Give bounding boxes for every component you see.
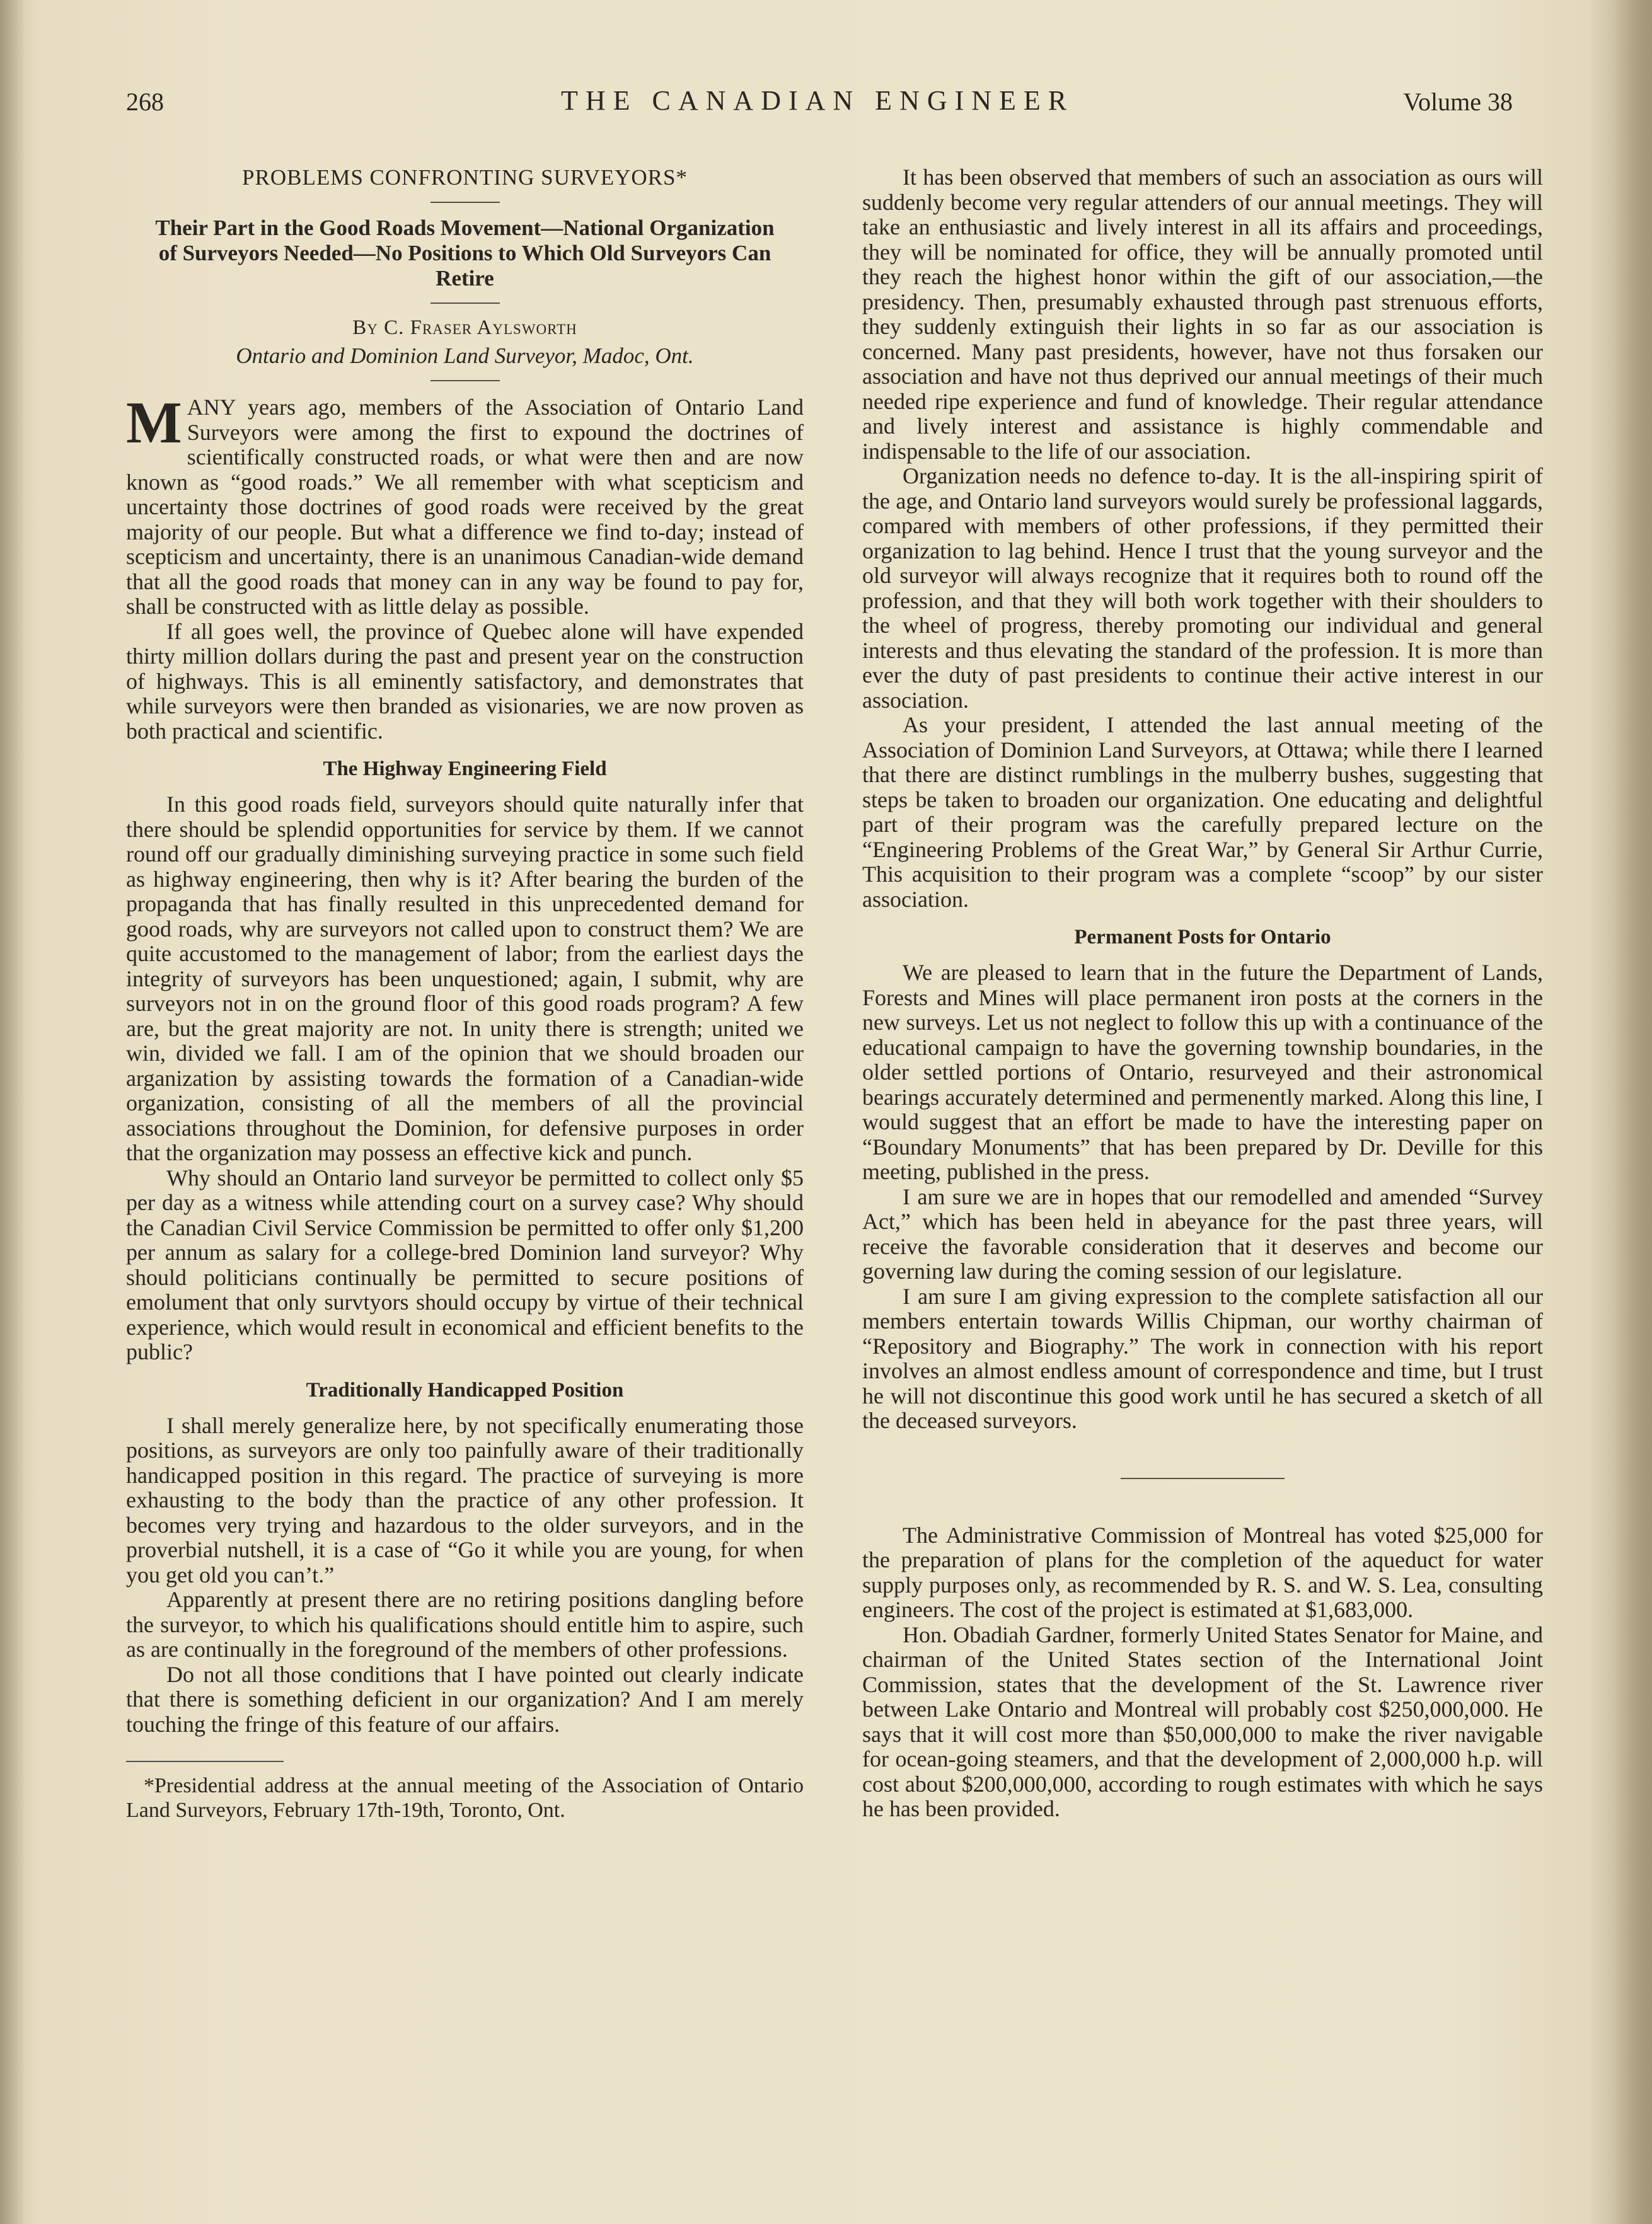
paragraph-generalize: I shall merely generalize here, by not specifically enumerating those positions, as surveyors are only too painfully aware of their traditionally handicapped position in this regard. The practice of surveying is more exhausting to the body than the practice of any other profession. It becomes very trying and hazardous to the older surveyors, and in the proverbial nutshell, it is a case of “Go it while you are young, for when you get old you can’t.” xyxy=(126,1412,804,1587)
footnote: *Presidential address at the annual meeting of the Association of Ontario Land Surveyors, February 17th-19th, Toronto, Ont. xyxy=(126,1774,804,1822)
news-montreal: The Administrative Commission of Montreal has voted $25,000 for the preparation of plans for the completion of the aqueduct for water supply purposes only, as recommended by R. S. and W. S. Lea, consulting engineers. The cost of the project is estimated at $1,683,000. xyxy=(862,1522,1543,1622)
paragraph-organization: Organization needs no defence to-day. It is the all-inspiring spirit of the age, and Ontario land surveyors would surely be professional laggards, compared with members of other professions, if they permitted their organization to lag behind. Hence I trust that the young surveyor and the old surveyor will always recognize that it requires both to round off the profession, and that they will both work together with their shoulders to the wheel of progress, thereby promoting our individual and general interests and thus elevating the standard of the profession. It is more than ever the duty of past presidents to continue their active interest in our association. xyxy=(862,463,1543,713)
page-edge-shadow xyxy=(1614,0,1652,2224)
paragraph-retiring: Apparently at present there are no retiring positions dangling before the surveyor, to which his qualifications should entitle him to aspire, such as are continually in the foreground of the members of other professions. xyxy=(126,1587,804,1662)
paragraph-conditions: Do not all those conditions that I have pointed out clearly indicate that there is something deficient in our organization? And I am merely touching the fringe of this feature of our affairs. xyxy=(126,1661,804,1737)
article-subtitle: Their Part in the Good Roads Movement—National Organization of Surveyors Needed—No Positions to Which Old Surveyors Can Retire xyxy=(155,216,775,291)
article-title: PROBLEMS CONFRONTING SURVEYORS* xyxy=(242,165,688,190)
right-column xyxy=(862,165,1543,1822)
drop-cap: M xyxy=(126,390,182,456)
title-rule xyxy=(430,202,500,203)
running-header xyxy=(126,87,1513,125)
intro-paragraph xyxy=(126,390,804,619)
paragraph-posts: We are pleased to learn that in the future the Department of Lands, Forests and Mines will place permanent iron posts at the corners in the new surveys. Let us not neglect to follow this up with a continuance of the educational campaign to have the governing township boundaries, in the older settled portions of Ontario, resurveyed and their astronomical bearings accurately determined and permenently marked. Along this line, I would suggest that an effort be made to have the interesting paper on “Boundary Monuments” that has been prepared by Dr. Deville for this meeting, published in the press. xyxy=(862,960,1543,1184)
subtitle-rule xyxy=(430,302,500,304)
intro-text: ANY years ago, members of the Association of Ontario Land Surveyors were among the first to expound the doctrines of scientifically constructed roads, or what were then and are now known as “good roads.” We all remember with what scepticism and uncertainty those doctrines of good roads were received by the great majority of our people. But what a difference we find to-day; instead of scepticism and uncertainty, there is an unanimous Canadian-wide demand that all the good roads that money can in any way be found to pay for, shall be constructed with as little delay as possible. xyxy=(126,395,804,619)
news-separator-rule xyxy=(1121,1478,1285,1479)
section-heading-posts: Permanent Posts for Ontario xyxy=(1074,926,1331,948)
paragraph-survey-act: I am sure we are in hopes that our remodelled and amended “Survey Act,” which has been held in abeyance for the past three years, will receive the favorable consideration that it deserves and become our governing law during the coming session of our legislature. xyxy=(862,1184,1543,1284)
paragraph-quebec: If all goes well, the province of Quebec alone will have expended thirty million dollars during the past and present year on the construction of highways. This is all eminently satisfactory, and demonstrates that while surveyors were then branded as visionaries, we are now proven as both practical and scientific. xyxy=(126,618,804,744)
section-heading-handicapped: Traditionally Handicapped Position xyxy=(306,1378,624,1402)
paragraph-highway: In this good roads field, surveyors should quite naturally infer that there should be splendid opportunities for service by them. If we cannot round off our gradually diminishing surveying practice in some such field as highway engineering, then why is it? After bearing the burden of the propaganda that has finally resulted in this unprecedented demand for good roads, why are surveyors not called upon to construct them? We are quite accustomed to the management of labor; from the earliest days the integrity of surveyors has been unquestioned; again, I submit, why are surveyors not in on the ground floor of this good roads program? A few are, but the great majority are not. In unity there is strength; united we win, divided we fall. I am of the opinion that we should broaden our arganization by assisting towards the formation of a Canadian-wide organization, consisting of all the members of all the provincial associations throughout the Dominion, for defensive purposes in order that the organization may possess an effective kick and punch. xyxy=(126,792,804,1165)
byline-rule xyxy=(430,380,500,381)
journal-title: THE CANADIAN ENGINEER xyxy=(561,85,1075,116)
left-column xyxy=(126,165,804,1823)
paragraph-observed: It has been observed that members of such an association as ours will suddenly become very regular attenders of our annual meetings. They will take an enthusiastic and lively interest in all its affairs and proceedings, they will be nominated for office, they will be annually promoted until they reach the highest honor within the gift of our association,—the presidency. Then, presumably exhausted through past strenuous efforts, they suddenly extinguish their lights in so far as our association is concerned. Many past presidents, however, have not thus forsaken our association and have not thus deprived our annual meetings of their much needed ripe experience and fund of knowledge. Their regular attendance and lively interest and assistance is highly commendable and indispensable to the life of our association. xyxy=(862,164,1543,464)
section-heading-highway: The Highway Engineering Field xyxy=(323,758,607,780)
paragraph-chipman: I am sure I am giving expression to the complete satisfaction all our members entertain towards Willis Chipman, our worthy chairman of “Repository and Biography.” The work in connection with his report involves an almost endless amount of correspondence and time, but I trust he will not discontinue this good work until he has secured a sketch of all the deceased surveyors. xyxy=(862,1283,1543,1433)
news-gardner: Hon. Obadiah Gardner, formerly United States Senator for Maine, and chairman of the United States section of the International Joint Commission, states that the development of the St. Lawrence river between Lake Ontario and Montreal will probably cost $250,000,000. He says that it will cost more than $50,000,000 to make the river navigable for ocean-going steamers, and that the development of 2,000,000 h.p. will cost about $200,000,000, according to rough estimates with which he says he has been provided. xyxy=(862,1622,1543,1821)
paragraph-president: As your president, I attended the last annual meeting of the Association of Dominion Land Surveyors, at Ottawa; while there I learned that there are distinct rumblings in the mulberry bushes, suggesting that steps be taken to broaden our organization. One educating and delightful part of their program was the carefully prepared lecture on the “Engineering Problems of the Great War,” by General Sir Arthur Currie, This acquisition to their program was a complete “scoop” by our sister association. xyxy=(862,712,1543,912)
author-affiliation: Ontario and Dominion Land Surveyor, Madoc, Ont. xyxy=(236,343,694,368)
volume-label: Volume 38 xyxy=(1403,88,1513,116)
footnote-rule xyxy=(126,1761,284,1762)
gutter-shadow xyxy=(0,0,25,2224)
paragraph-why: Why should an Ontario land surveyor be permitted to collect only $5 per day as a witness while attending court on a survey case? Why should the Canadian Civil Service Commission be permitted to offer only $1,200 per annum as salary for a college-bred Dominion land surveyor? Why should politicians continually be permitted to secure positions of emolument that only survtyors should occupy by virtue of their technical experience, which would result in economical and efficient benefits to the public? xyxy=(126,1165,804,1364)
byline: By C. Fraser Aylsworth xyxy=(352,316,577,339)
page-number: 268 xyxy=(126,88,164,116)
